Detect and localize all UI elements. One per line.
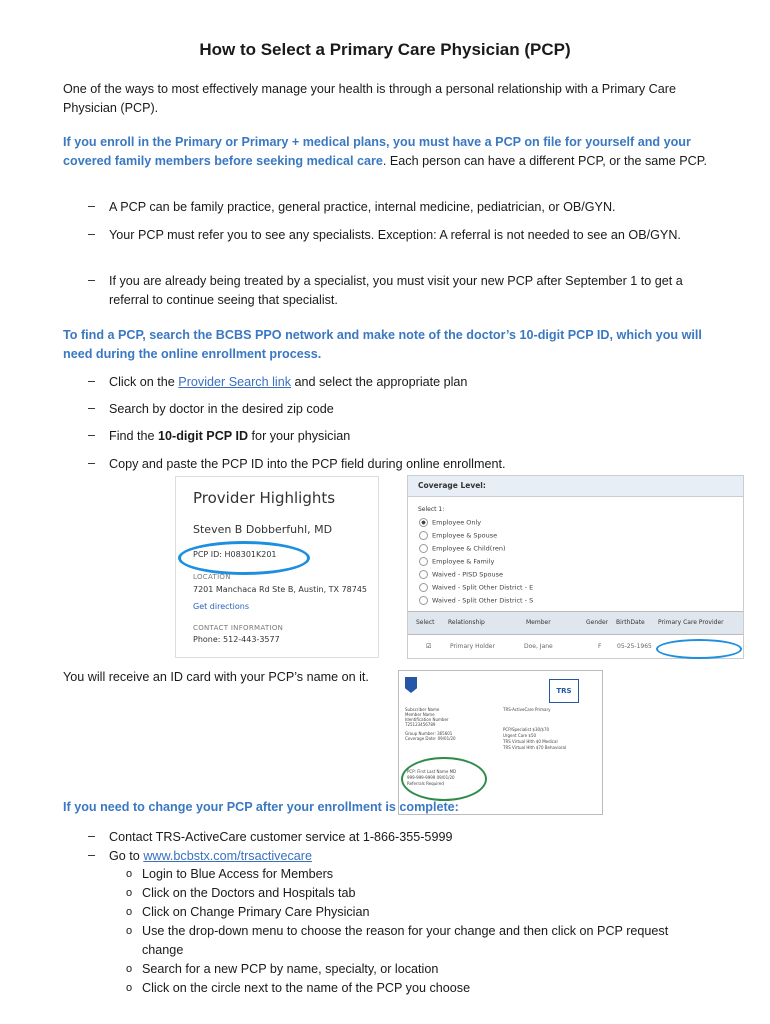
sub-marker: o <box>126 982 133 994</box>
find-pcp-heading: To find a PCP, search the BCBS PPO network and make note of the doctor’s 10-digit PCP ID, which you will need during the online enrollment process. <box>63 328 702 361</box>
dash-marker: – <box>88 273 96 287</box>
provider-highlights-heading: Provider Highlights <box>193 489 336 507</box>
intro-paragraph: One of the ways to most effectively manage your health is through a personal relationship with a Primary Care Physician (PCP). <box>63 82 676 115</box>
dash-marker: – <box>88 401 96 415</box>
sub-marker: o <box>126 963 133 975</box>
sub-marker: o <box>126 868 133 880</box>
get-directions-link: Get directions <box>193 602 250 611</box>
dash-marker: – <box>88 829 96 843</box>
sub-list-item: Search for a new PCP by name, specialty, or location <box>142 962 439 976</box>
birthdate-cell: 05-25-1965 <box>617 643 652 650</box>
sub-marker: o <box>126 887 133 899</box>
dash-marker: – <box>88 374 96 388</box>
sub-list-item: Click on the Doctors and Hospitals tab <box>142 886 356 900</box>
coverage-option: Employee & Family <box>419 557 494 566</box>
pcp-id-emphasis: 10-digit PCP ID <box>158 429 249 443</box>
provider-phone: Phone: 512-443-3577 <box>193 635 280 644</box>
enroll-rest: . Each person can have a different PCP, or the same PCP. <box>382 154 708 168</box>
dash-marker: – <box>88 199 96 213</box>
trs-logo: TRS <box>549 679 579 703</box>
list-item: A PCP can be family practice, general practice, internal medicine, pediatrician, or OB/GYN. <box>109 200 616 214</box>
list-item: Find the 10-digit PCP ID for your physician <box>109 429 351 443</box>
list-item: Click on the Provider Search link and select the appropriate plan <box>109 375 468 389</box>
id-card-sentence: You will receive an ID card with your PCP’s name on it. <box>63 670 369 684</box>
location-label: LOCATION <box>193 573 231 581</box>
bcbstx-link[interactable]: www.bcbstx.com/trsactivecare <box>143 849 312 863</box>
radio-icon <box>419 557 428 566</box>
highlight-circle <box>656 639 742 659</box>
contact-label: CONTACT INFORMATION <box>193 624 284 632</box>
sub-list-item: Click on the circle next to the name of the PCP you choose <box>142 981 471 995</box>
list-item: Search by doctor in the desired zip code <box>109 402 334 416</box>
provider-search-link[interactable]: Provider Search link <box>178 375 291 389</box>
list-item: Go to www.bcbstx.com/trsactivecare <box>109 849 312 863</box>
coverage-level-image <box>407 475 744 659</box>
checkbox-icon: ☑ <box>426 643 432 650</box>
id-card-image: TRS Subscriber Name Member Name Identification Number T25123456789 Group Number: 365601 Coverage Date: 09/01/20 PCP: First Last Name MD 999-999-9999 09/01/20 Referrals Required TRS-ActiveCare Primary PCP/Specialist $30/$70 Urgent Care $50 TRS Virtual Hlth $0 Medical TRS Virtual Hlth $70 Behavioral <box>398 670 603 815</box>
coverage-option: Employee Only <box>419 518 481 527</box>
list-item: Copy and paste the PCP ID into the PCP field during online enrollment. <box>109 457 506 471</box>
coverage-option: Employee & Child(ren) <box>419 544 506 553</box>
coverage-header-bar: Coverage Level: <box>408 476 743 497</box>
dash-marker: – <box>88 428 96 442</box>
radio-icon <box>419 544 428 553</box>
member-cell: Doe, Jane <box>524 643 553 650</box>
provider-highlights-image <box>175 476 379 658</box>
radio-selected-icon <box>419 518 428 527</box>
dash-marker: – <box>88 456 96 470</box>
coverage-option: Waived - Split Other District - E <box>419 583 533 592</box>
sub-marker: o <box>126 925 133 937</box>
list-item: If you are already being treated by a specialist, you must visit your new PCP after September 1 to get a referral to continue seeing that specialist. <box>109 274 683 307</box>
list-item: Contact TRS-ActiveCare customer service at 1-866-355-5999 <box>109 830 453 844</box>
pcp-id-value: PCP ID: H08301K201 <box>193 550 277 559</box>
doctor-name: Steven B Dobberfuhl, MD <box>193 523 333 536</box>
highlight-circle <box>401 757 487 801</box>
sub-list-item: Login to Blue Access for Members <box>142 867 334 881</box>
coverage-option: Waived - PISD Spouse <box>419 570 503 579</box>
gender-cell: F <box>598 643 602 650</box>
sub-list-item: Click on Change Primary Care Physician <box>142 905 370 919</box>
change-pcp-heading: If you need to change your PCP after your enrollment is complete: <box>63 800 459 814</box>
select-label: Select 1: <box>418 506 445 513</box>
relationship-cell: Primary Holder <box>450 643 495 650</box>
provider-address: 7201 Manchaca Rd Ste B, Austin, TX 78745 <box>193 585 368 594</box>
bcbs-logo-icon <box>405 677 417 693</box>
page-title: How to Select a Primary Care Physician (PCP) <box>199 40 571 59</box>
radio-icon <box>419 596 428 605</box>
radio-icon <box>419 531 428 540</box>
dash-marker: – <box>88 227 96 241</box>
coverage-option: Employee & Spouse <box>419 531 497 540</box>
enroll-paragraph <box>63 133 723 171</box>
dash-marker: – <box>88 848 96 862</box>
sub-list-item: Use the drop-down menu to choose the reason for your change and then click on PCP request change <box>142 924 669 957</box>
radio-icon <box>419 570 428 579</box>
list-item: Your PCP must refer you to see any specialists. Exception: A referral is not needed to see an OB/GYN. <box>109 228 681 242</box>
member-table-header: Select Relationship Member Gender BirthDate Primary Care Provider <box>408 611 743 635</box>
sub-marker: o <box>126 906 133 918</box>
enroll-requirement: If you enroll in the Primary or Primary + medical plans, you must have a PCP on file for yourself and your covered family members before seeking medical care <box>63 135 691 168</box>
coverage-option: Waived - Split Other District - S <box>419 596 533 605</box>
radio-icon <box>419 583 428 592</box>
